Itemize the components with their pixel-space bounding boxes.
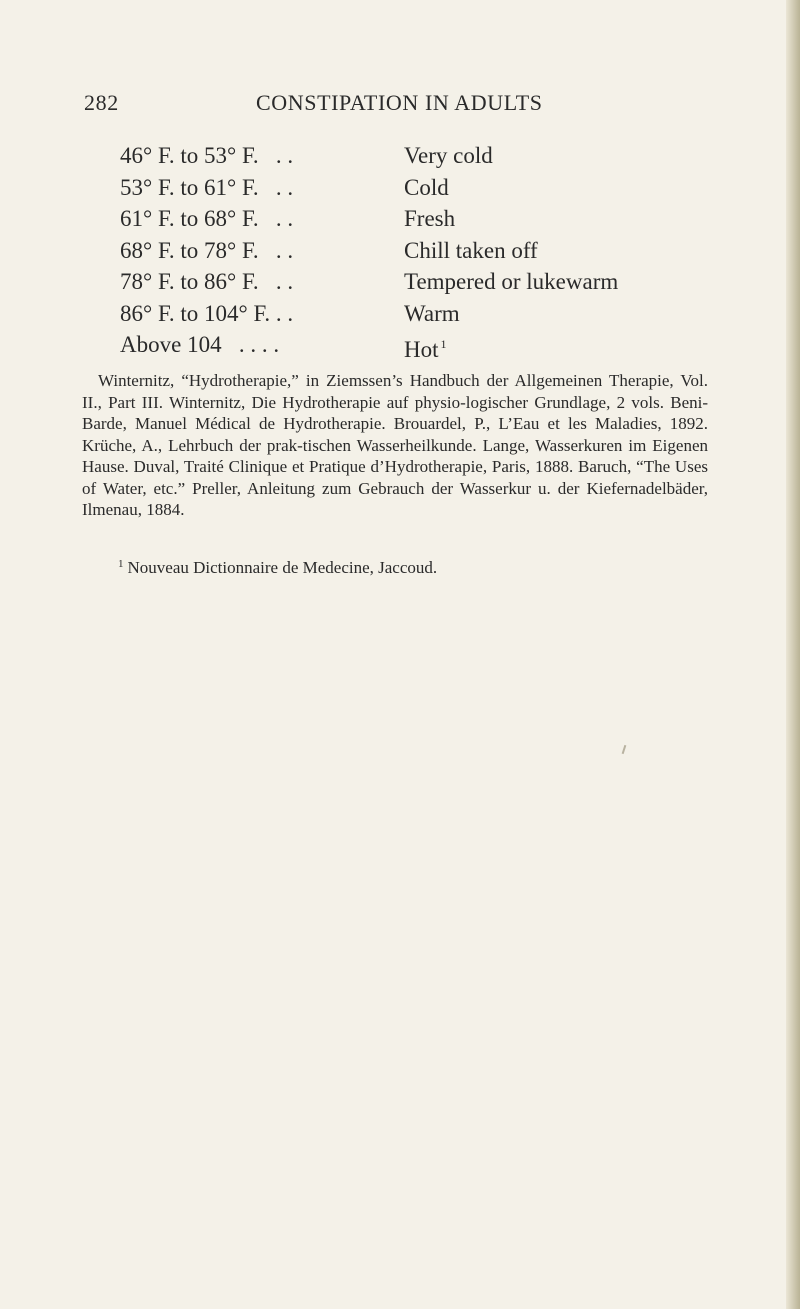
table-row — [120, 266, 680, 298]
temperature-description: Warm — [404, 300, 460, 326]
references-paragraph: Winternitz, “Hydrotherapie,” in Ziemssen’s Handbuch der Allgemeinen Therapie, Vol. II., Part III. Winternitz, Die Hydrotherapie auf physio-logischer Grundlage, 2 vols. Beni-Barde, Manuel Médical de Hydrotherapie. Brouardel, P., L’Eau et les Maladies, 1892. Krüche, A., Lehrbuch der prak-tischen Wasserheilkunde. Lange, Wasserkuren im Eigenen Hause. Duval, Traité Clinique et Pratique d’Hydrotherapie, Paris, 1888. Baruch, “The Uses of Water, etc.” Preller, Anleitung zum Gebrauch der Wasserkur u. der Kiefernadelbäder, Ilmenau, 1884. — [82, 371, 708, 519]
table-row — [120, 329, 680, 361]
temperature-description: Very cold — [404, 143, 493, 168]
table-row — [120, 235, 680, 267]
table-row — [120, 298, 680, 330]
temperature-range: 53° F. to 61° F. . . — [120, 174, 294, 200]
page-header — [84, 90, 724, 124]
temperature-range: 68° F. to 78° F. . . — [120, 237, 294, 263]
footnote-marker: 1 — [118, 558, 124, 570]
temperature-range: 86° F. to 104° F. . . — [120, 300, 294, 326]
table-row — [120, 172, 680, 204]
paper-speck — [622, 745, 627, 754]
temperature-description: Chill taken off — [404, 237, 538, 263]
table-row — [120, 140, 680, 172]
temperature-range: 78° F. to 86° F. . . — [120, 269, 294, 294]
footnote-reference[interactable]: 1 — [440, 337, 447, 351]
table-row — [120, 203, 680, 235]
running-title: CONSTIPATION IN ADULTS — [256, 90, 543, 115]
temperature-description: Cold — [404, 174, 449, 200]
temperature-description: Tempered or lukewarm — [404, 269, 619, 294]
temperature-description: Hot $^1$ — [404, 337, 447, 362]
footnote-text: Nouveau Dictionnaire de Medecine, Jaccoud. — [127, 558, 438, 577]
temperature-range: Above 104 . . . . — [120, 332, 280, 357]
footnote — [118, 553, 718, 579]
temperature-table — [120, 140, 680, 361]
temperature-range: 61° F. to 68° F. . . — [120, 206, 294, 231]
temperature-description: Fresh — [404, 206, 456, 231]
page-number: 282 — [84, 90, 119, 115]
page-edge-shadow — [786, 0, 800, 1309]
temperature-range: 46° F. to 53° F. . . — [120, 143, 294, 168]
